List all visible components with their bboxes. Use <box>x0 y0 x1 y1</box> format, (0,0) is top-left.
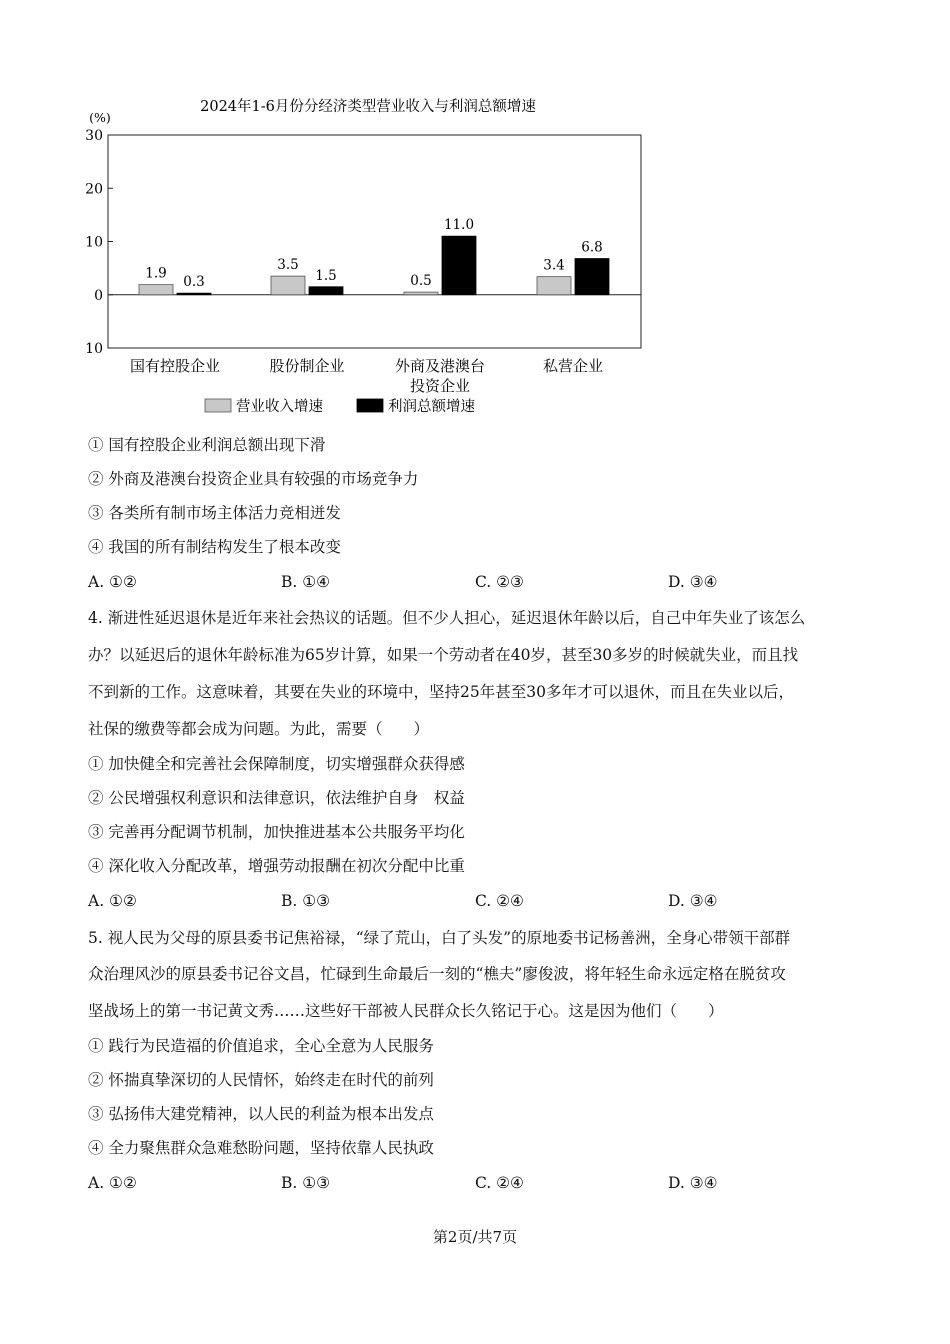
q4-option-c: C. ②④ <box>475 892 524 910</box>
y-tick-label: 10 <box>85 234 103 251</box>
y-tick-label: 10 <box>85 341 103 357</box>
q3-item-1: ① 国有控股企业利润总额出现下滑 <box>88 436 326 454</box>
q4-item-4: ④ 深化收入分配改革，增强劳动报酬在初次分配中比重 <box>88 857 465 875</box>
q5-stem-line-1: 5. 视人民为父母的原县委书记焦裕禄，“绿了荒山，白了头发”的原地委书记杨善洲，全身心带领干部群 <box>88 929 791 947</box>
q5-item-2: ② 怀揣真挚深切的人民情怀，始终走在时代的前列 <box>88 1071 434 1089</box>
bar-value-label: 3.4 <box>543 257 565 274</box>
q4-stem-line-4: 社保的缴费等都会成为问题。为此，需要（ ） <box>88 720 430 738</box>
q4-item-2: ② 公民增强权利意识和法律意识，依法维护自身 权益 <box>88 789 465 807</box>
bar-profit-1 <box>309 287 343 295</box>
q5-item-1: ① 践行为民造福的价值追求，全心全意为人民服务 <box>88 1037 434 1055</box>
bar-profit-2 <box>442 236 476 295</box>
x-category-label: 股份制企业 <box>269 357 345 375</box>
q3-option-a: A. ①② <box>88 573 137 591</box>
bar-value-label: 1.5 <box>315 267 337 284</box>
bar-profit-0 <box>177 293 211 295</box>
q3-option-b: B. ①④ <box>281 573 331 591</box>
bar-value-label: 0.5 <box>410 273 432 290</box>
bar-profit-3 <box>575 259 609 295</box>
q5-option-c: C. ②④ <box>475 1174 524 1192</box>
y-axis-unit: (%) <box>89 110 111 125</box>
q4-stem-line-1: 4. 渐进性延迟退休是近年来社会热议的话题。但不少人担心，延迟退休年龄以后，自己中年失业了该怎么 <box>88 609 806 627</box>
y-tick-label: 30 <box>85 128 103 144</box>
y-tick-label: 20 <box>85 181 103 198</box>
bar-revenue-0 <box>139 285 173 295</box>
legend-swatch-revenue <box>205 399 231 412</box>
q3-item-2: ② 外商及港澳台投资企业具有较强的市场竞争力 <box>88 470 419 488</box>
q4-item-1: ① 加快健全和完善社会保障制度，切实增强群众获得感 <box>88 755 465 773</box>
bar-revenue-1 <box>271 276 305 295</box>
bar-revenue-3 <box>537 277 571 295</box>
q3-option-c: C. ②③ <box>475 573 524 591</box>
growth-bar-chart <box>70 90 670 420</box>
x-category-label: 国有控股企业 <box>129 357 221 375</box>
q3-option-d: D. ③④ <box>668 573 718 591</box>
bar-value-label: 6.8 <box>581 239 603 256</box>
q5-stem-line-2: 众治理风沙的原县委书记谷文昌，忙碌到生命最后一刻的“樵夫”廖俊波，将年轻生命永远定格在脱贫攻 <box>88 965 786 983</box>
q5-option-d: D. ③④ <box>668 1174 718 1192</box>
y-tick-label: 0 <box>94 287 103 304</box>
x-category-label: 外商及港澳台 <box>394 357 486 375</box>
q4-option-d: D. ③④ <box>668 892 718 910</box>
x-category-label: 私营企业 <box>542 357 604 375</box>
q5-item-3: ③ 弘扬伟大建党精神，以人民的利益为根本出发点 <box>88 1105 434 1123</box>
legend-label-revenue: 营业收入增速 <box>236 399 323 415</box>
legend-label-profit: 利润总额增速 <box>388 399 475 415</box>
q3-item-4: ④ 我国的所有制结构发生了根本改变 <box>88 538 341 556</box>
x-category-label: 投资企业 <box>409 377 471 395</box>
bar-revenue-2 <box>404 292 438 295</box>
q5-option-b: B. ①③ <box>281 1174 331 1192</box>
q4-option-b: B. ①③ <box>281 892 331 910</box>
q5-item-4: ④ 全力聚焦群众急难愁盼问题，坚持依靠人民执政 <box>88 1139 434 1157</box>
q4-stem-line-3: 不到新的工作。这意味着，其要在失业的环境中，坚持25年甚至30多年才可以退休，而且在失业以后， <box>88 683 794 701</box>
bar-value-label: 1.9 <box>145 265 167 282</box>
page-footer: 第2页/共7页 <box>432 1228 518 1246</box>
bar-value-label: 11.0 <box>443 217 475 234</box>
q5-option-a: A. ①② <box>88 1174 137 1192</box>
chart-title: 2024年1-6月份分经济类型营业收入与利润总额增速 <box>200 99 536 115</box>
q5-stem-line-3: 坚战场上的第一书记黄文秀……这些好干部被人民群众长久铭记于心。这是因为他们（ ） <box>88 1002 724 1020</box>
plot-frame <box>108 135 641 348</box>
q3-item-3: ③ 各类所有制市场主体活力竞相迸发 <box>88 504 341 522</box>
legend-swatch-profit <box>357 399 383 412</box>
q4-stem-line-2: 办？以延迟后的退休年龄标准为65岁计算，如果一个劳动者在40岁，甚至30多岁的时候就失业，而且找 <box>88 646 799 664</box>
q4-item-3: ③ 完善再分配调节机制，加快推进基本公共服务平均化 <box>88 823 465 841</box>
bar-value-label: 3.5 <box>277 257 299 274</box>
bar-value-label: 0.3 <box>183 274 205 291</box>
q4-option-a: A. ①② <box>88 892 137 910</box>
